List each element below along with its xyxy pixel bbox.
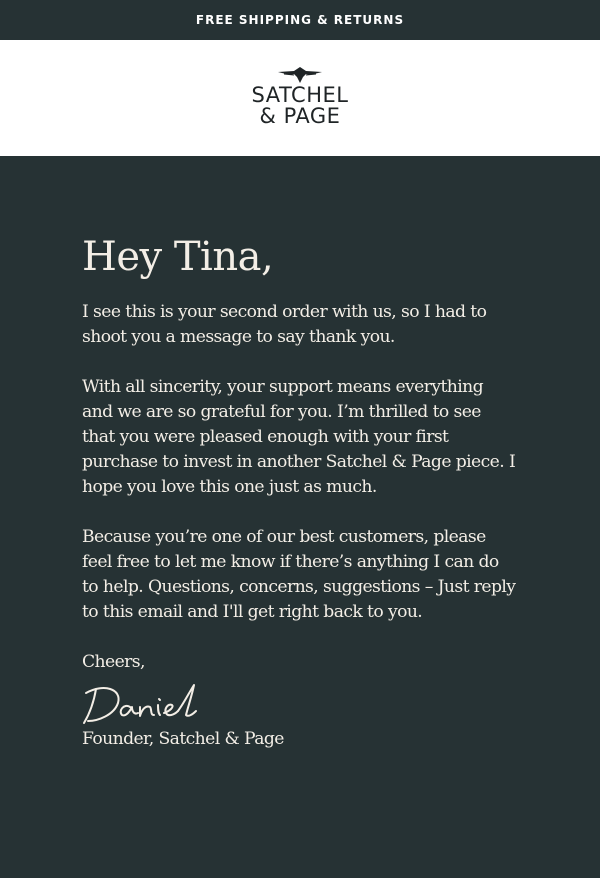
brand-logo[interactable] [252,65,349,127]
greeting-heading: Hey Tina, [82,234,274,280]
paragraph-help: Because you’re one of our best customers, please feel free to let me know if there’s anything I can do to help. Questions, concerns, suggestions – Just reply to this email and I'll get right back to you. [82,527,516,622]
promo-banner [0,0,600,40]
signoff-title: Founder, Satchel & Page [82,729,284,749]
brand-line-1: SATCHEL [251,83,349,107]
brand-line-2: & PAGE [259,104,341,128]
promo-text: FREE SHIPPING & RETURNS [195,13,405,27]
handwritten-signature [82,681,208,727]
bat-emblem-icon [276,65,324,85]
header [0,40,600,156]
closing-text: Cheers, [82,652,145,672]
paragraph-thank-you: I see this is your second order with us, so I had to shoot you a message to say thank you. [82,302,487,347]
paragraph-support: With all sincerity, your support means everything and we are so grateful for you. I’m thrilled to see that you were pleased enough with your first purchase to invest in another Satchel & Page piece. I hope you love this one just as much. [82,377,516,497]
letter-body [0,156,600,878]
